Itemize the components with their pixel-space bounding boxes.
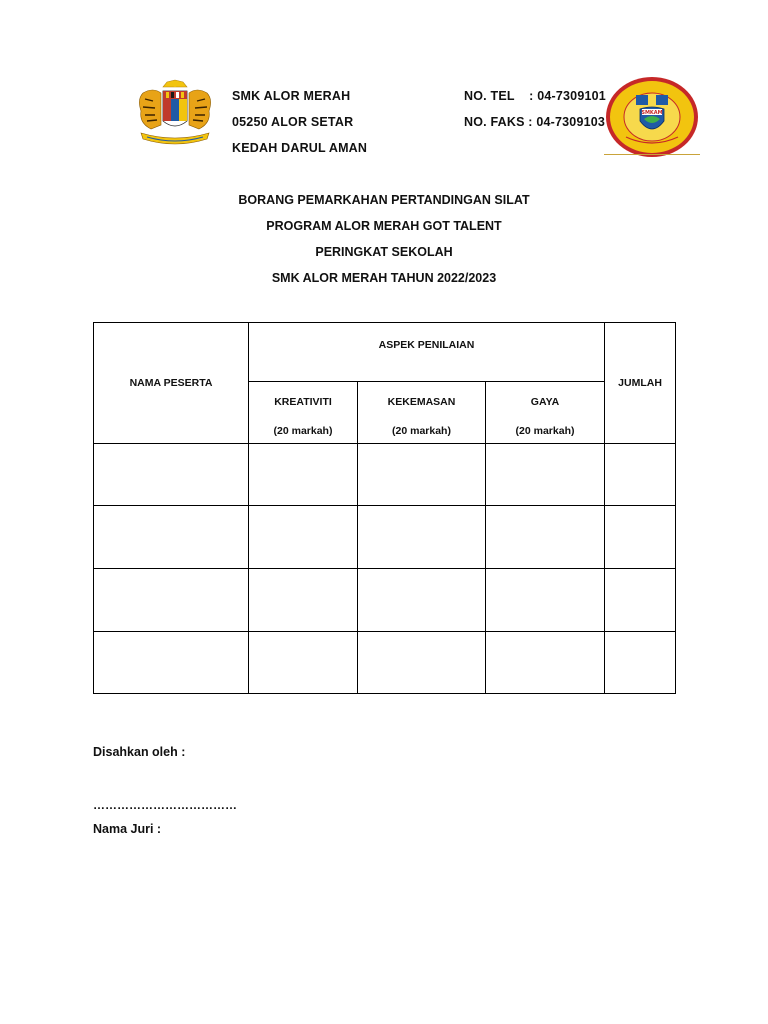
creativity-score-cell[interactable] xyxy=(249,569,358,632)
school-name: SMK ALOR MERAH xyxy=(232,89,351,103)
header-criterion-neatness xyxy=(358,382,486,444)
header-participant-name: NAMA PESERTA xyxy=(94,323,249,444)
approved-by-label: Disahkan oleh : xyxy=(93,745,186,759)
participant-name-cell[interactable] xyxy=(94,569,249,632)
participant-name-cell[interactable] xyxy=(94,444,249,506)
style-score-cell[interactable] xyxy=(486,632,605,694)
header-criterion-style xyxy=(486,382,605,444)
level-title: PERINGKAT SEKOLAH xyxy=(315,245,453,259)
style-score-cell[interactable] xyxy=(486,506,605,569)
logo-underline xyxy=(604,154,700,155)
school-logo-text: SMKAM xyxy=(641,110,663,116)
neatness-score-cell[interactable] xyxy=(358,569,486,632)
program-title: PROGRAM ALOR MERAH GOT TALENT xyxy=(266,219,502,233)
total-score-cell[interactable] xyxy=(605,632,676,694)
malaysia-coat-of-arms-icon xyxy=(133,79,217,151)
phone-number: NO. TEL : 04-7309101 xyxy=(464,89,606,103)
criterion-label: KEKEMASAN xyxy=(387,396,456,408)
school-postcode-city: 05250 ALOR SETAR xyxy=(232,115,354,129)
neatness-score-cell[interactable] xyxy=(358,506,486,569)
header-criterion-creativity xyxy=(249,382,358,444)
creativity-score-cell[interactable] xyxy=(249,506,358,569)
header-assessment-aspects: ASPEK PENILAIAN xyxy=(249,323,605,382)
table-row xyxy=(94,444,676,506)
creativity-score-cell[interactable] xyxy=(249,632,358,694)
style-score-cell[interactable] xyxy=(486,569,605,632)
table-row xyxy=(94,569,676,632)
participant-name-cell[interactable] xyxy=(94,506,249,569)
criterion-marks: (20 markah) xyxy=(273,425,333,437)
total-score-cell[interactable] xyxy=(605,506,676,569)
score-table xyxy=(93,322,676,694)
neatness-score-cell[interactable] xyxy=(358,632,486,694)
creativity-score-cell[interactable] xyxy=(249,444,358,506)
school-crest-icon xyxy=(604,75,700,159)
table-row xyxy=(94,506,676,569)
total-score-cell[interactable] xyxy=(605,444,676,506)
table-row xyxy=(94,632,676,694)
total-score-cell[interactable] xyxy=(605,569,676,632)
criterion-label: KREATIVITI xyxy=(274,396,332,408)
fax-number: NO. FAKS : 04-7309103 xyxy=(464,115,606,129)
year-title: SMK ALOR MERAH TAHUN 2022/2023 xyxy=(271,271,497,285)
style-score-cell[interactable] xyxy=(486,444,605,506)
school-state: KEDAH DARUL AMAN xyxy=(232,141,368,155)
criterion-marks: (20 markah) xyxy=(392,425,451,437)
signature-line: ……………………………… xyxy=(93,798,237,812)
criterion-label: GAYA xyxy=(530,396,560,408)
form-title: BORANG PEMARKAHAN PERTANDINGAN SILAT xyxy=(238,193,530,207)
neatness-score-cell[interactable] xyxy=(358,444,486,506)
participant-name-cell[interactable] xyxy=(94,632,249,694)
criterion-marks: (20 markah) xyxy=(515,425,575,437)
judge-name-label: Nama Juri : xyxy=(93,822,162,836)
header-total: JUMLAH xyxy=(605,323,676,444)
